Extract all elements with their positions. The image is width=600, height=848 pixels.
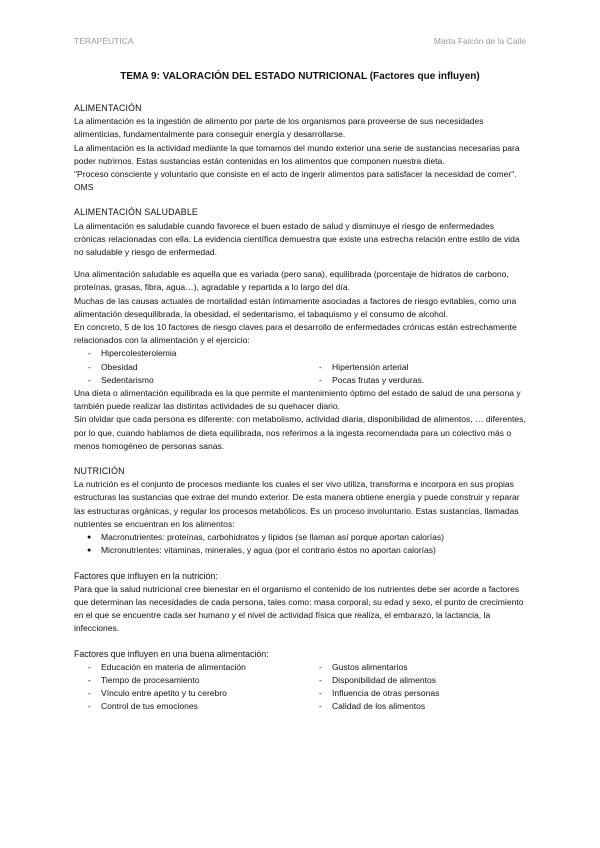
list-item: - Educación en materia de alimentación	[74, 661, 295, 674]
subheading-buena-alimentacion: Factores que influyen en una buena alimentación:	[74, 648, 269, 659]
list-item: - Control de tus emociones	[74, 700, 295, 713]
list-item: - Pocas frutas y verduras.	[305, 374, 526, 387]
header-author: Marta Falcón de la Calle	[433, 36, 526, 46]
section-heading-alimentacion: ALIMENTACIÓN	[74, 103, 142, 113]
factor-list-columns	[74, 661, 526, 714]
list-item: - Hipercolesterolemia	[74, 347, 526, 360]
list-item: - Vínculo entre apetito y tu cerebro	[74, 687, 295, 700]
header-subject: TERAPÉUTICA	[74, 36, 134, 46]
document-body	[74, 102, 526, 714]
paragraph: La alimentación es la actividad mediante la que tomamos del mundo exterior una serie de sustancias necesarias para poder nutrirnos. Estas sustancias están contenidas en los alimentos que componen nuestra dieta.	[74, 142, 520, 166]
list-item: - Sedentarismo	[74, 374, 295, 387]
list-item: - Tiempo de procesamiento	[74, 674, 295, 687]
list-item: - Influencia de otras personas	[305, 687, 526, 700]
paragraph: Sin olvidar que cada persona es diferente: con metabolismo, actividad diaria, disponibilidad de alimentos, … diferentes, por lo que, cuando hablamos de dieta equilibrada, nos referimos a la ingesta recomendada para un colectivo más o menos homogéneo de personas sanas.	[74, 414, 526, 451]
section-heading-nutricion: NUTRICIÓN	[74, 466, 125, 477]
paragraph: Una alimentación saludable es aquella que es variada (pero sana), equilibrada (porcentaje de hidratos de carbono, proteínas, grasas, fibra, agua…), agradable y repartida a lo largo del día.	[74, 269, 509, 293]
paragraph: Una dieta o alimentación equilibrada es la que permite el mantenimiento óptimo del estado de salud de una persona y también puede realizar las distintas actividades de su quehacer diario.	[74, 388, 521, 412]
risk-list-columns	[74, 361, 526, 387]
paragraph: La alimentación es saludable cuando favorece el buen estado de salud y disminuye el riesgo de enfermedades crónicas relacionadas con ella. La evidencia científica demuestra que existe una estrecha relación entre estilo de vida no saludable y riesgo de enfermedad.	[74, 220, 520, 258]
paragraph: En concreto, 5 de los 10 factores de riesgo claves para el desarrollo de enfermedades crónicas están estrechamente relacionados con la alimentación y el ejercicio:	[74, 322, 517, 346]
list-item: ● Macronutrientes: proteínas, carbohidratos y lípidos (se llaman así porque aportan calorías)	[74, 531, 526, 544]
paragraph: Para que la salud nutricional cree bienestar en el organismo el contenido de los nutrientes debe ser acorde a factores que determinan las necesidades de cada persona, tales como: masa corporal, su edad y sexo, el punto de crecimiento en el que se encuentre cada ser humano y el nivel de actividad física que realiza, el embarazo, la lactancia, la infecciones.	[74, 583, 524, 634]
list-item: - Gustos alimentarios	[305, 661, 526, 674]
list-item: - Disponibilidad de alimentos	[305, 674, 526, 687]
list-item: - Obesidad	[74, 361, 295, 374]
paragraph: La alimentación es la ingestión de alimento por parte de los organismos para proveerse de sus necesidades alimenticias, fundamentalmente para conseguir energía y desarrollarse.	[74, 116, 484, 140]
list-item: - Hipertensión arterial	[305, 361, 526, 374]
section-heading-saludable: ALIMENTACIÓN SALUDABLE	[74, 207, 199, 218]
subheading-factores: Factores que influyen en la nutrición:	[74, 570, 218, 581]
list-item: ● Micronutrientes: vitaminas, minerales, y agua (por el contrario éstos no aportan calorías)	[74, 544, 526, 557]
nutrient-list	[74, 531, 526, 557]
quote-paragraph: "Proceso consciente y voluntario que consiste en el acto de ingerir alimentos para satisfacer la necesidad de comer". OMS	[74, 169, 517, 193]
paragraph: Muchas de las causas actuales de mortalidad están íntimamente asociadas a factores de riesgo evitables, como una alimentación desequilibrada, la obesidad, el sedentarismo, el tabaquismo y el consumo de alcohol.	[74, 295, 517, 319]
document-title: TEMA 9: VALORACIÓN DEL ESTADO NUTRICIONAL (Factores que influyen)	[120, 71, 480, 82]
risk-list	[74, 347, 526, 360]
list-item: - Calidad de los alimentos	[305, 700, 526, 713]
paragraph: La nutrición es el conjunto de procesos mediante los cuales el ser vivo utiliza, transforma e incorpora en sus propias estructuras las sustancias que extrae del mundo exterior. De esta manera obtiene energía y puede construir y reparar las estructuras orgánicas, y regular los procesos metabólicos. Es un proceso involuntario. Estas sustancias, llamadas nutrientes se encuentran en los alimentos:	[74, 479, 520, 529]
